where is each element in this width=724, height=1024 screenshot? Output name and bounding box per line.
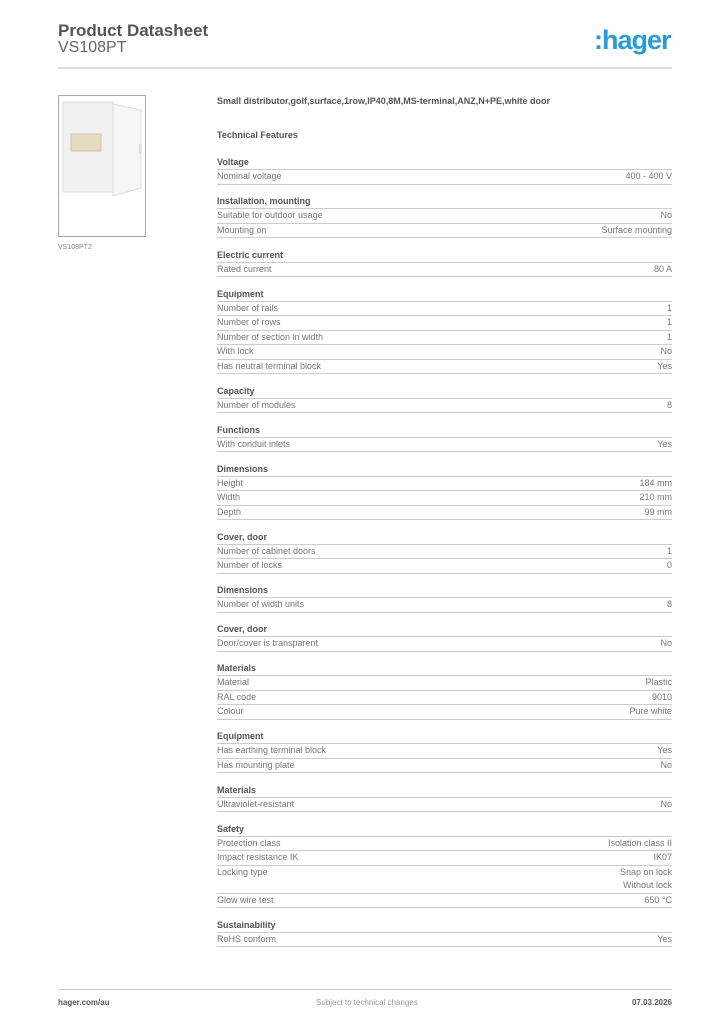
feature-value: No — [660, 798, 672, 809]
feature-row — [217, 894, 672, 909]
feature-label: Ultraviolet-resistant — [217, 798, 295, 809]
feature-value: 1 — [666, 545, 672, 556]
section-heading: Equipment — [217, 729, 672, 744]
feature-value: IK07 — [653, 852, 672, 862]
section-heading: Installation, mounting — [217, 194, 672, 209]
feature-value: No — [660, 638, 672, 648]
page-title: Product Datasheet — [58, 21, 209, 40]
feature-value: Plastic — [645, 677, 672, 687]
feature-row — [217, 676, 672, 691]
feature-label: Number of locks — [217, 560, 283, 570]
product-image — [58, 95, 146, 237]
feature-value: 1 — [666, 331, 672, 342]
feature-value: 184 mm — [639, 477, 672, 488]
header-divider — [58, 67, 672, 69]
feature-row — [217, 933, 672, 948]
product-description: Small distributor,golf,surface,1row,IP40,8M,MS-terminal,ANZ,N+PE,white door — [217, 96, 550, 106]
feature-row — [217, 224, 672, 239]
footer-divider — [58, 989, 672, 990]
feature-row — [217, 345, 672, 360]
feature-label: Number of modules — [217, 399, 296, 410]
feature-value: No — [660, 346, 672, 356]
feature-row — [217, 491, 672, 506]
technical-features-heading: Technical Features — [217, 130, 298, 140]
feature-row — [217, 331, 672, 346]
feature-label: Number of rails — [217, 302, 279, 313]
features-list — [217, 155, 672, 947]
feature-value: Yes — [657, 438, 672, 449]
feature-label: Door/cover is transparent — [217, 638, 319, 648]
feature-value: Pure white — [629, 706, 672, 716]
feature-value: Surface mounting — [601, 224, 672, 235]
feature-label: RAL code — [217, 691, 257, 702]
feature-label: With conduit inlets — [217, 438, 291, 449]
feature-value: 210 mm — [639, 492, 672, 502]
feature-section — [217, 423, 672, 453]
feature-label: RoHS conform — [217, 933, 277, 944]
feature-row — [217, 691, 672, 706]
hager-logo: :hager — [594, 25, 671, 55]
feature-label: Suitable for outdoor usage — [217, 210, 323, 220]
feature-label: Has earthing terminal block — [217, 745, 327, 755]
feature-value: No — [660, 759, 672, 770]
feature-row — [217, 506, 672, 521]
feature-value: 1 — [666, 302, 672, 313]
feature-section — [217, 822, 672, 909]
feature-section — [217, 462, 672, 521]
feature-row — [217, 209, 672, 224]
section-heading: Materials — [217, 783, 672, 798]
feature-section — [217, 384, 672, 414]
product-code: VS108PT — [58, 39, 127, 56]
feature-label: Locking type — [217, 866, 268, 877]
feature-value: 1 — [666, 317, 672, 327]
feature-label: Number of rows — [217, 317, 281, 327]
feature-row — [217, 798, 672, 813]
feature-section — [217, 783, 672, 813]
feature-label: Depth — [217, 506, 242, 517]
section-heading: Dimensions — [217, 583, 672, 598]
feature-row — [217, 705, 672, 720]
section-heading: Materials — [217, 661, 672, 676]
section-heading: Sustainability — [217, 918, 672, 933]
feature-value: 0 — [666, 560, 672, 570]
section-heading: Capacity — [217, 384, 672, 399]
feature-label: Width — [217, 492, 241, 502]
feature-label: Colour — [217, 706, 244, 716]
feature-row — [217, 302, 672, 317]
feature-row — [217, 360, 672, 375]
feature-row — [217, 399, 672, 414]
feature-row — [217, 559, 672, 574]
section-heading: Functions — [217, 423, 672, 438]
feature-value: Yes — [657, 933, 672, 944]
footer-note: Subject to technical changes — [316, 998, 418, 1007]
feature-label: Has neutral terminal block — [217, 360, 322, 371]
feature-value: 9010 — [651, 691, 672, 702]
feature-row — [217, 438, 672, 453]
feature-value: 400 - 400 V — [625, 171, 672, 181]
feature-row — [217, 637, 672, 652]
feature-value: Snap on lock Without lock — [619, 866, 672, 890]
feature-row — [217, 744, 672, 759]
feature-label: Impact resistance IK — [217, 852, 299, 862]
footer-date: 07.03.2026 — [631, 998, 672, 1007]
feature-row — [217, 316, 672, 331]
feature-row — [217, 545, 672, 560]
feature-label: Rated current — [217, 263, 272, 274]
feature-row — [217, 866, 672, 894]
feature-section — [217, 661, 672, 720]
feature-row — [217, 598, 672, 613]
section-heading: Equipment — [217, 287, 672, 302]
feature-value: Yes — [657, 745, 672, 755]
feature-value: Isolation class II — [607, 837, 672, 848]
feature-value: 8 — [666, 399, 672, 410]
feature-label: Protection class — [217, 837, 281, 848]
feature-section — [217, 583, 672, 613]
feature-section — [217, 155, 672, 185]
section-heading: Cover, door — [217, 530, 672, 545]
feature-label: Has mounting plate — [217, 759, 295, 770]
feature-value: 8 — [666, 599, 672, 609]
feature-row — [217, 263, 672, 278]
feature-label: Number of cabinet doors — [217, 545, 316, 556]
feature-row — [217, 170, 672, 185]
feature-value: 99 mm — [644, 506, 672, 517]
feature-label: With lock — [217, 346, 254, 356]
feature-section — [217, 248, 672, 278]
feature-section — [217, 622, 672, 652]
feature-section — [217, 729, 672, 773]
feature-label: Height — [217, 477, 244, 488]
feature-value: 650 °C — [644, 894, 672, 905]
section-heading: Dimensions — [217, 462, 672, 477]
feature-section — [217, 918, 672, 948]
feature-label: Nominal voltage — [217, 171, 282, 181]
footer-website[interactable]: hager.com/au — [58, 998, 110, 1007]
feature-section — [217, 287, 672, 375]
feature-value: 80 A — [653, 263, 672, 274]
feature-value: No — [660, 210, 672, 220]
feature-label: Glow wire test — [217, 894, 274, 905]
feature-value: Yes — [657, 360, 672, 371]
feature-row — [217, 477, 672, 492]
section-heading: Cover, door — [217, 622, 672, 637]
section-heading: Electric current — [217, 248, 672, 263]
section-heading: Safety — [217, 822, 672, 837]
section-heading: Voltage — [217, 155, 672, 170]
feature-label: Material — [217, 677, 250, 687]
image-caption: VS108PT2 — [58, 244, 92, 251]
feature-label: Number of width units — [217, 599, 305, 609]
feature-row — [217, 759, 672, 774]
feature-label: Mounting on — [217, 224, 267, 235]
feature-row — [217, 837, 672, 852]
feature-section — [217, 530, 672, 574]
feature-section — [217, 194, 672, 238]
feature-label: Number of section in width — [217, 331, 324, 342]
feature-row — [217, 851, 672, 866]
